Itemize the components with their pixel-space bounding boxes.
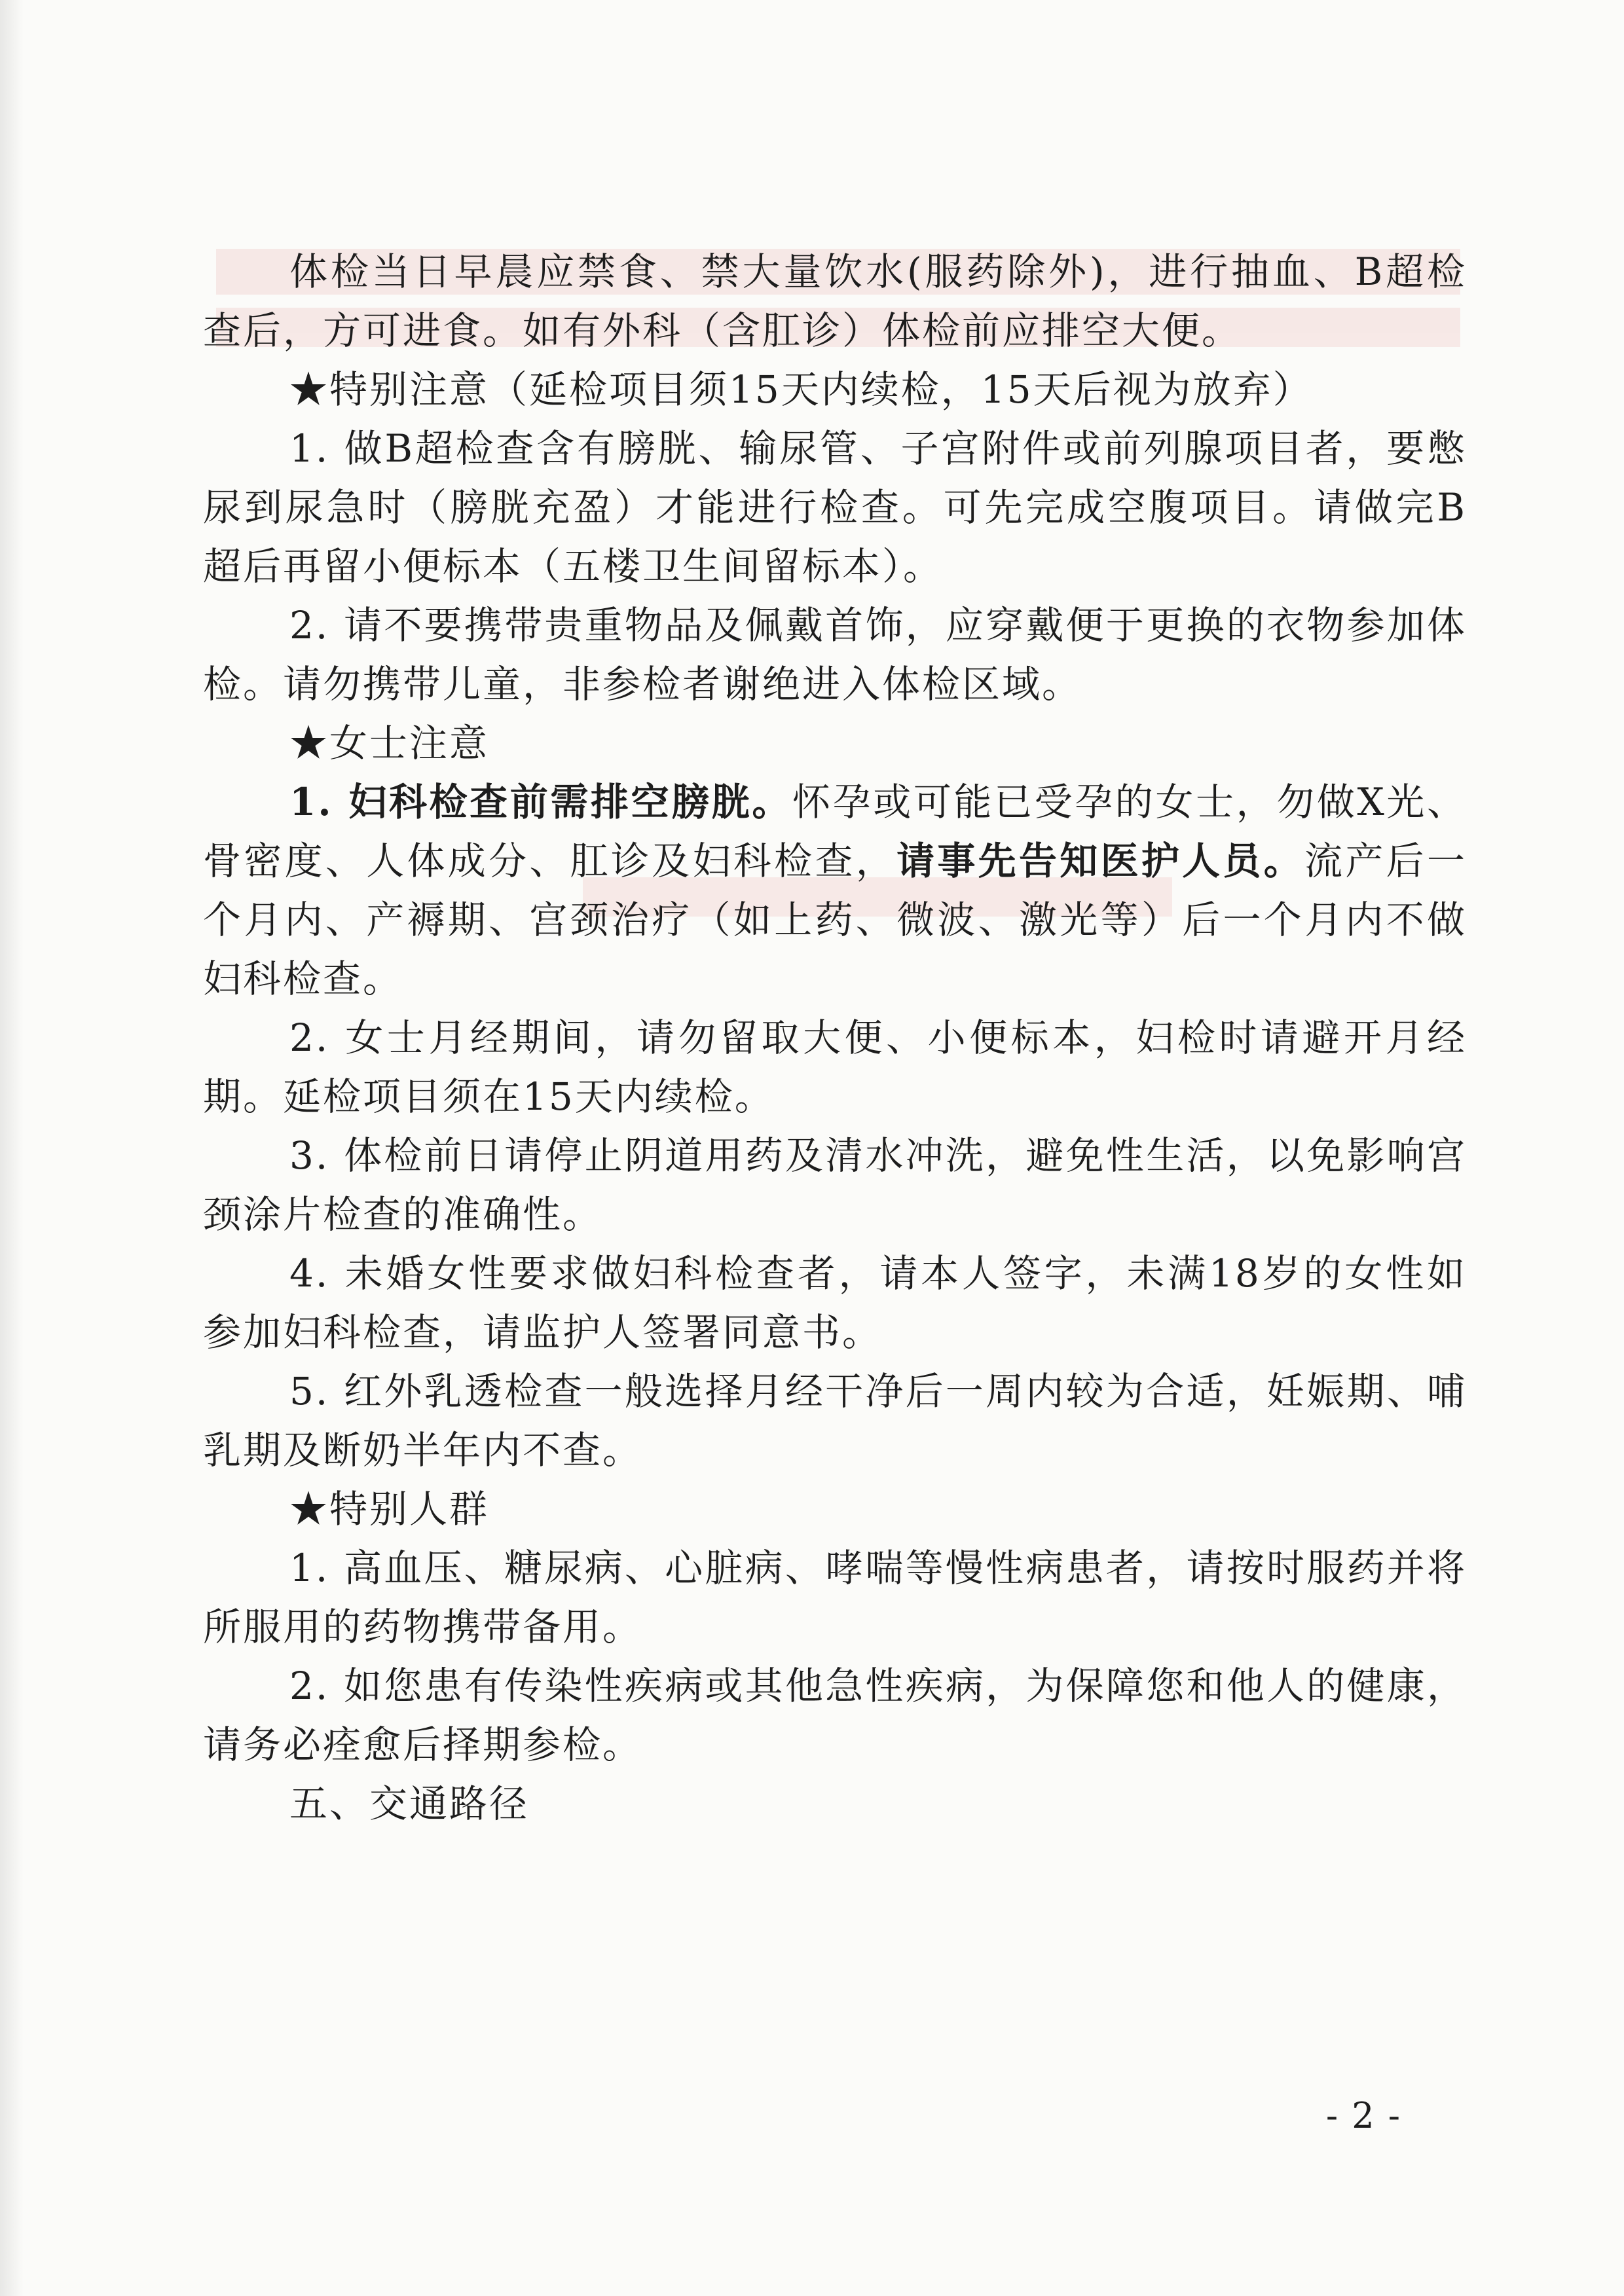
paragraph-women-2: 2. 女士月经期间，请勿留取大便、小便标本，妇检时请避开月经期。延检项目须在15天内续检。 bbox=[203, 1015, 1467, 1119]
paragraph-ultrasound: 1. 做B超检查含有膀胱、输尿管、子宫附件或前列腺项目者，要憋尿到尿急时（膀胱充盈）才能进行检查。可先完成空腹项目。请做完B超后再留小便标本（五楼卫生间留标本）。 bbox=[203, 426, 1467, 589]
document-body bbox=[203, 242, 1467, 1833]
paragraph-women-3: 3. 体检前日请停止阴道用药及清水冲洗，避免性生活，以免影响宫颈涂片检查的准确性。 bbox=[203, 1133, 1467, 1237]
heading-special-groups: ★特别人群 bbox=[289, 1487, 490, 1531]
paragraph-women-1 bbox=[203, 773, 1467, 1008]
paragraph-valuables: 2. 请不要携带贵重物品及佩戴首饰，应穿戴便于更换的衣物参加体检。请勿携带儿童，非参检者谢绝进入体检区域。 bbox=[203, 603, 1467, 706]
paragraph-women-4: 4. 未婚女性要求做妇科检查者，请本人签字，未满18岁的女性如参加妇科检查，请监护人签署同意书。 bbox=[203, 1251, 1467, 1355]
women-1-end: 流产后一个月内、产褥期、宫颈治疗（如上药、微波、激光等）后一个月内不做妇科检查。 bbox=[203, 839, 1467, 1001]
heading-special-notice: ★特别注意（延检项目须15天内续检，15天后视为放弃） bbox=[289, 367, 1313, 412]
women-1-middle: 怀孕或可能已受孕的女士，勿做X光、骨密度、人体成分、肛诊及妇科检查， bbox=[203, 780, 1467, 883]
heading-transport: 五、交通路径 bbox=[289, 1781, 530, 1826]
paragraph-women-5: 5. 红外乳透检查一般选择月经干净后一周内较为合适，妊娠期、哺乳期及断奶半年内不查。 bbox=[203, 1369, 1467, 1472]
paragraph-fasting: 体检当日早晨应禁食、禁大量饮水(服药除外)，进行抽血、B超检查后，方可进食。如有外科（含肛诊）体检前应排空大便。 bbox=[203, 249, 1467, 353]
women-1-bold-end: 请事先告知医护人员。 bbox=[896, 839, 1305, 883]
women-1-bold-start: 1. 妇科检查前需排空膀胱。 bbox=[289, 780, 793, 824]
paragraph-special-2: 2. 如您患有传染性疾病或其他急性疾病，为保障您和他人的健康，请务必痊愈后择期参检。 bbox=[203, 1664, 1467, 1767]
paragraph-special-1: 1. 高血压、糖尿病、心脏病、哮喘等慢性病患者，请按时服药并将所服用的药物携带备用。 bbox=[203, 1546, 1467, 1649]
heading-women-notice: ★女士注意 bbox=[289, 721, 490, 765]
page-number: - 2 - bbox=[1325, 2095, 1401, 2136]
scan-edge-shadow bbox=[0, 0, 24, 2296]
